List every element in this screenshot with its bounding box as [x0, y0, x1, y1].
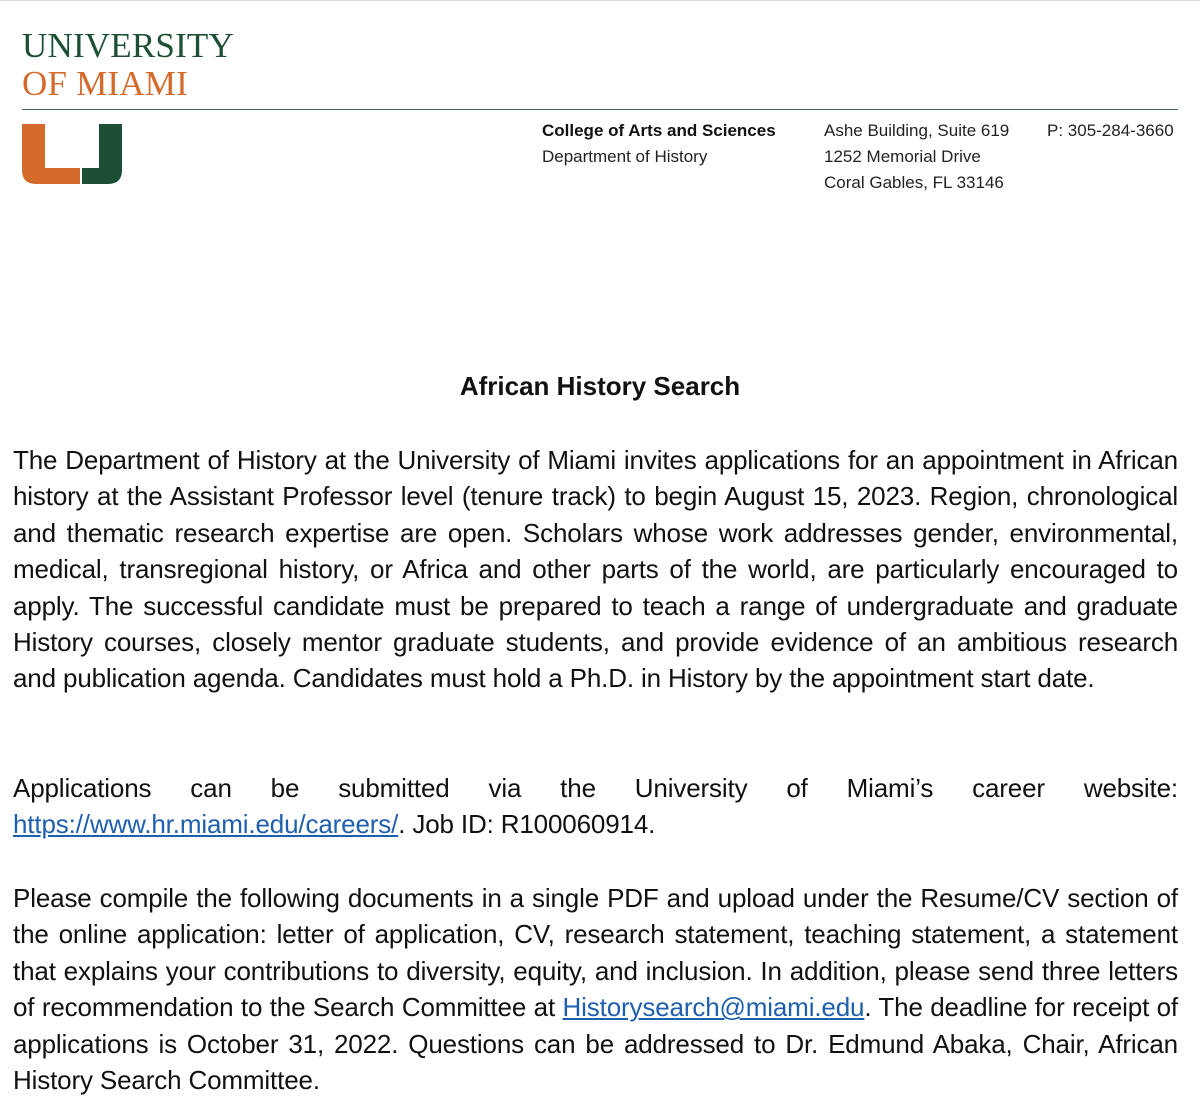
- address-line-3: Coral Gables, FL 33146: [824, 173, 1004, 192]
- phone-block: [1047, 118, 1174, 144]
- address-block: [824, 118, 1009, 196]
- department-name: Department of History: [542, 147, 708, 166]
- page-title: African History Search: [459, 371, 741, 401]
- page-top-edge: [0, 0, 1200, 4]
- deadline-text: . The deadline for receipt of applications is October 31, 2022. Questions can be addressed to Dr. Edmund Abaka, Chair, African History Search Committee.: [13, 992, 1179, 1096]
- paragraph-application-website: [13, 770, 1178, 843]
- address-line-2: 1252 Memorial Drive: [824, 147, 981, 166]
- university-u-logo-icon: [22, 124, 122, 184]
- address-line-1: Ashe Building, Suite 619: [824, 121, 1010, 140]
- paragraph-position-description: The Department of History at the University of Miami invites applications for an appointment in African history at the Assistant Professor level (tenure track) to begin August 15, 2023. Region, chronological and thematic research expertise are open. Scholars whose work addresses gender, environmental, medical, transregional history, or Africa and other parts of the world, are particularly encouraged to apply. The successful candidate must be prepared to teach a range of undergraduate and graduate History courses, closely mentor graduate students, and provide evidence of an ambitious research and publication agenda. Candidates must hold a Ph.D. in History by the appointment start date.: [13, 445, 1178, 694]
- college-block: [542, 118, 776, 170]
- phone-number: P: 305-284-3660: [1047, 121, 1174, 140]
- header-divider: [22, 109, 1178, 110]
- wordmark-line-of-miami: OF MIAMI: [22, 64, 188, 103]
- paragraph2-text: Applications can be submitted via the University of Miami’s career website:: [13, 773, 1178, 803]
- paragraph-application-documents: [13, 880, 1178, 1098]
- university-wordmark: [22, 27, 234, 103]
- search-email-link[interactable]: Historysearch@miami.edu: [562, 992, 865, 1023]
- wordmark-line-university: UNIVERSITY: [22, 26, 234, 65]
- job-id-text: . Job ID: R100060914.: [398, 809, 656, 840]
- paragraph3-text: Please compile the following documents in a single PDF and upload under the Resume/CV section of the online application: letter of application, CV, research statement, teaching statement, a statement that explains your contributions to diversity, equity, and inclusion. In addition, please send three letters of recommendation to the Search Committee at: [13, 883, 1178, 1023]
- college-name: College of Arts and Sciences: [542, 121, 776, 140]
- careers-link[interactable]: https://www.hr.miami.edu/careers/: [13, 809, 399, 840]
